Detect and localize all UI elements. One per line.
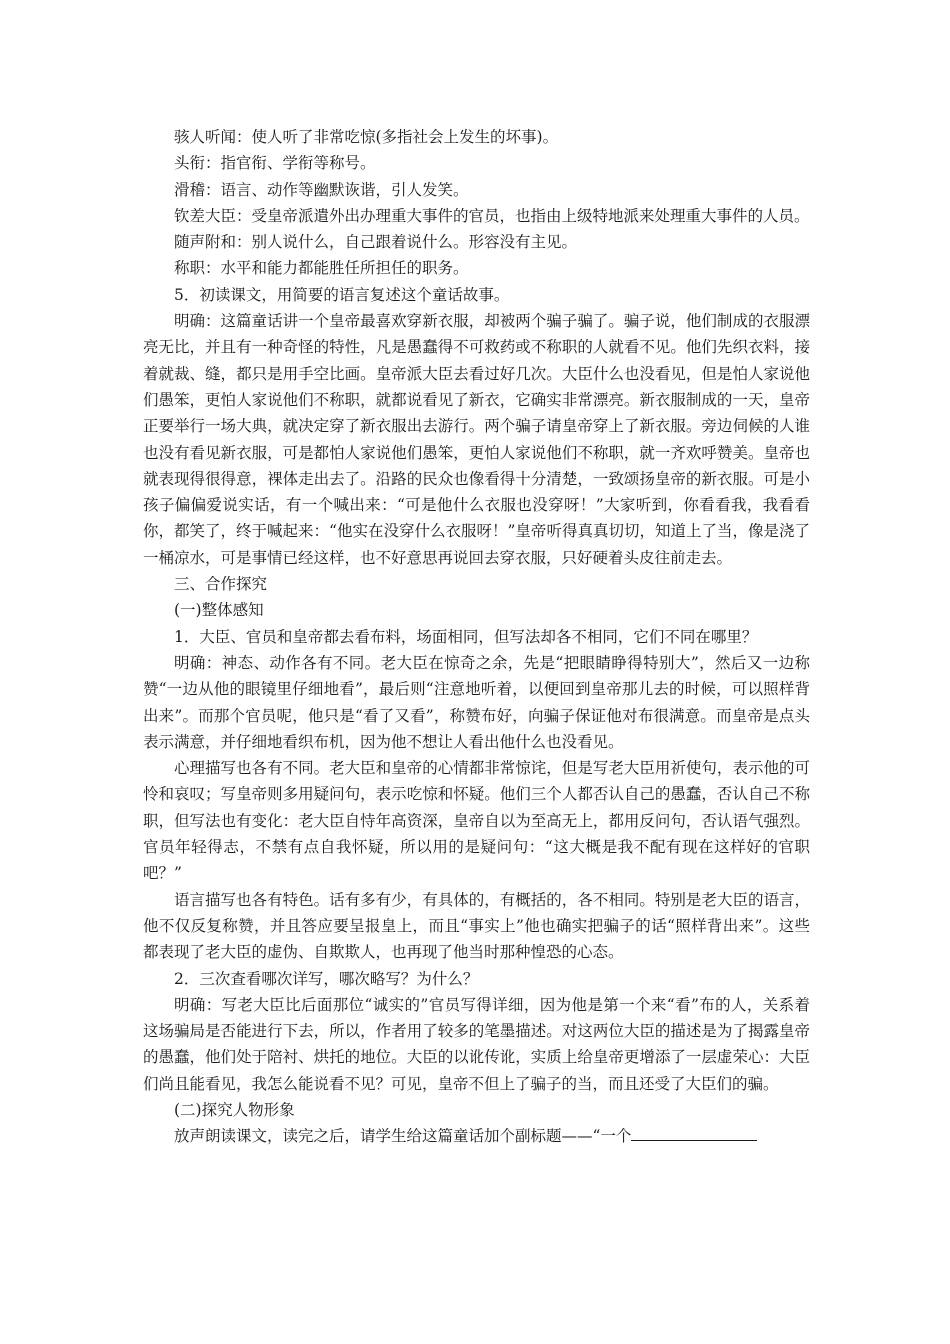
fill-in-blank-line (631, 1126, 757, 1141)
answer-1-expression-action: 明确：神态、动作各有不同。老大臣在惊奇之余，先是“把眼睛睁得特别大”，然后又一边称赞“一边从他的眼镜里仔细地看”，最后则“注意地听着，以便回到皇帝那儿去的时候，可以照样背出来”。而那个官员呢，他只是“看了又看”，称赞布好，向骗子保证他对布很满意。而皇帝是点头表示满意，并仔细地看织布机，因为他不想让人看出他什么也没看见。 (143, 653, 810, 751)
section-heading-cooperative-inquiry: 三、合作探究 (174, 575, 268, 594)
answer-1-language: 语言描写也各有特色。话有多有少，有具体的，有概括的，各不相同。特别是老大臣的语言，他不仅反复称赞，并且答应要呈报皇上，而且“事实上”他也确实把骗子的话“照样背出来”。这些都表现了老大臣的虚伪、自欺欺人，也再现了他当时那种惶恐的心态。 (143, 890, 810, 962)
question-2: 2．三次查看哪次详写，哪次略写？为什么？ (174, 969, 479, 988)
activity-subtitle-text: 放声朗读课文，读完之后，请学生给这篇童话加个副标题——“一个 (174, 1127, 632, 1146)
answer-5-story-summary: 明确：这篇童话讲一个皇帝最喜欢穿新衣服，却被两个骗子骗了。骗子说，他们制成的衣服漂亮无比，并且有一种奇怪的特性，凡是愚蠢得不可救药或不称职的人就看不见。他们先织衣料，接着就裁、缝，都只是用手空比画。皇帝派大臣去看过好几次。大臣什么也没看见，但是怕人家说他们愚笨，更怕人家说他们不称职，就都说看见了新衣，它确实非常漂亮。新衣服制成的一天，皇帝正要举行一场大典，就决定穿了新衣服出去游行。两个骗子请皇帝穿上了新衣服。旁边伺候的人谁也没有看见新衣服，可是都怕人家说他们愚笨，更怕人家说他们不称职，就一齐欢呼赞美。皇帝也就表现得很得意，裸体走出去了。沿路的民众也像看得十分清楚，一致颂扬皇帝的新衣服。可是小孩子偏偏爱说实话，有一个喊出来：“可是他什么衣服也没穿呀！”大家听到，你看看我，我看看你，都笑了，终于喊起来：“他实在没穿什么衣服呀！”皇帝听得真真切切，知道上了当，像是浇了一桶凉水，可是事情已经这样，也不好意思再说回去穿衣服，只好硬着头皮往前走去。 (143, 312, 810, 567)
subsection-heading-overall-perception: (一)整体感知 (174, 601, 264, 620)
question-1: 1．大臣、官员和皇帝都去看布料，场面相同，但写法却各不相同，它们不同在哪里？ (174, 627, 758, 646)
definition-chenzhi: 称职：水平和能力都能胜任所担任的职务。 (174, 259, 469, 278)
question-5: 5．初读课文，用简要的语言复述这个童话故事。 (174, 285, 510, 304)
definition-huaji: 滑稽：语言、动作等幽默诙谐，引人发笑。 (174, 180, 469, 199)
answer-2: 明确：写老大臣比后面那位“诚实的”官员写得详细，因为他是第一个来“看”布的人，关系着这场骗局是否能进行下去，所以，作者用了较多的笔墨描述。对这两位大臣的描述是为了揭露皇帝的愚蠢，他们处于陪衬、烘托的地位。大臣的以讹传讹，实质上给皇帝更增添了一层虚荣心：大臣们尚且能看见，我怎么能说看不见？可见，皇帝不但上了骗子的当，而且还受了大臣们的骗。 (143, 995, 810, 1093)
activity-subtitle-prompt (143, 1123, 810, 1149)
definition-suisheng-fuhe: 随声附和：别人说什么，自己跟着说什么。形容没有主见。 (174, 233, 578, 252)
answer-1-psychology: 心理描写也各有不同。老大臣和皇帝的心情都非常惊诧，但是写老大臣用祈使句，表示他的可怜和哀叹；写皇帝则多用疑问句，表示吃惊和怀疑。他们三个人都否认自己的愚蠢，否认自己不称职，但写法也有变化：老大臣自恃年高资深，皇帝自以为至高无上，都用反问句，否认语气强烈。官员年轻得志，不禁有点自我怀疑，所以用的是疑问句：“这大概是我不配有现在这样好的官职吧？” (143, 759, 810, 883)
definition-qinchai-dachen: 钦差大臣：受皇帝派遣外出办理重大事件的官员，也指由上级特地派来处理重大事件的人员。 (174, 206, 810, 225)
document-body (143, 124, 810, 1150)
definition-hairen-tingwen: 骇人听闻：使人听了非常吃惊(多指社会上发生的坏事)。 (174, 128, 559, 146)
definition-touxian: 头衔：指官衔、学衔等称号。 (174, 154, 376, 173)
subsection-heading-character-image: (二)探究人物形象 (174, 1100, 295, 1119)
